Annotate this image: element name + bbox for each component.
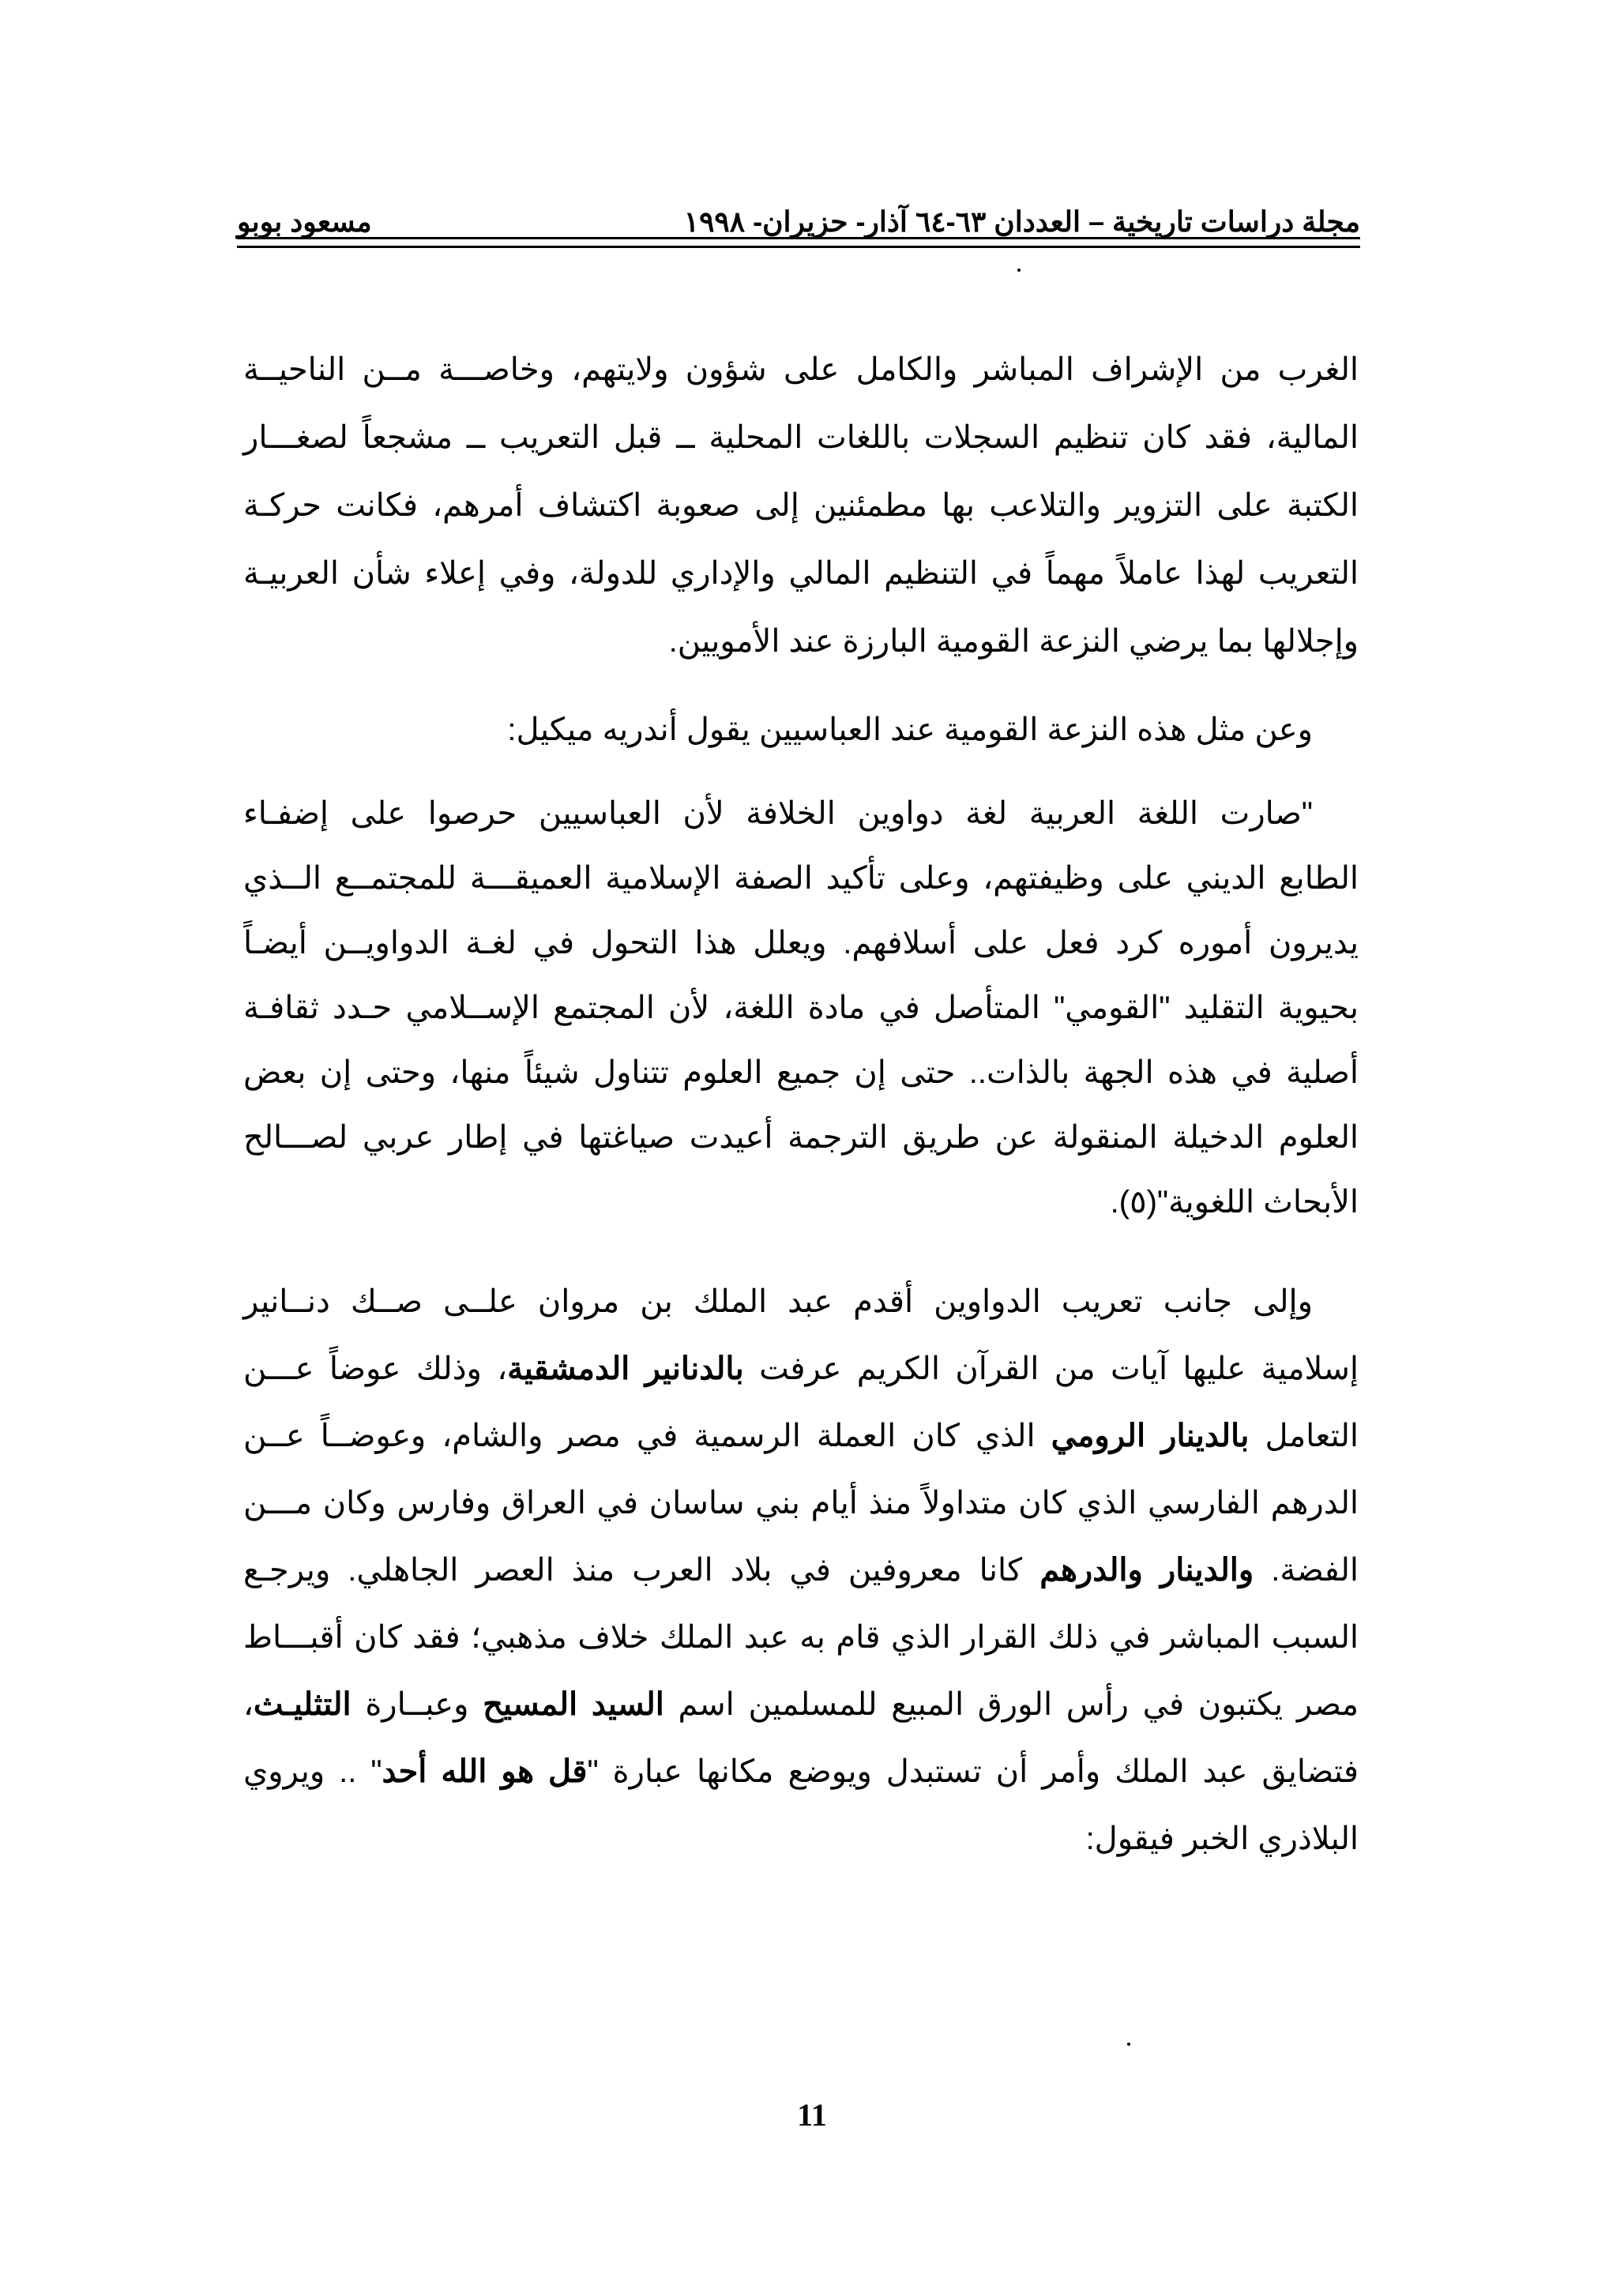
text-line [243,1689,1359,1720]
text-line [243,1286,1359,1318]
text-run: الفضة. [1254,1553,1359,1588]
text-line [243,1057,1359,1088]
text-line [243,1622,1359,1653]
text-line [243,927,1359,959]
text-line [243,558,1359,589]
bold-term: والدينار والدرهم [1039,1553,1254,1588]
text-run: كانا معروفين في بلاد العرب منذ العصر الجاهلي. ويرجـع [243,1553,1040,1588]
text-line [243,422,1359,453]
text-run: وعبــارة [351,1687,483,1722]
header-rule [237,237,1360,248]
text-run: السبب المباشر في ذلك القرار الذي قام به عبد الملك خلاف مذهبي؛ فقد كان أقبـــاط [243,1620,1359,1655]
text-line [243,1487,1359,1519]
scan-speck [1017,269,1021,272]
text-line [243,992,1359,1024]
text-run: وإجلالها بما يرضي النزعة القومية البارزة عند الأمويين. [668,624,1359,659]
text-run: ، [243,1687,254,1722]
text-line [243,1823,1359,1855]
journal-title: مجلة دراسات تاريخية – العددان ٦٣-٦٤ آذار- حزيران- ١٩٩٨ [683,205,1360,238]
text-run: العلوم الدخيلة المنقولة عن طريق الترجمة أعيدت صياغتها في إطار عربي لصـــالح [243,1120,1359,1155]
text-run: التعامل [1249,1419,1359,1453]
text-line [243,863,1359,894]
text-line [243,1186,1359,1218]
text-run: مصر يكتبون في رأس الورق المبيع للمسلمين اسم [664,1687,1359,1722]
text-run: الطابع الديني على وظيفتهم، وعلى تأكيد الصفة الإسلامية العميقـــة للمجتمــع الــذي [243,861,1359,896]
text-run: الذي كان العملة الرسمية في مصر والشام، وعوضــاً عــن [243,1419,1051,1453]
text-run: بحيوية التقليد "القومي" المتأصل في مادة اللغة، لأن المجتمع الإســلامي حـدد ثقافـة [243,991,1359,1025]
bold-term: بالدنانير الدمشقية [507,1351,744,1386]
text-run: فتضايق عبد الملك وأمر أن تستبدل ويوضع مكانها عبارة " [587,1754,1359,1789]
author-name: مسعود بوبو [237,205,372,238]
running-header [237,199,1360,239]
text-run: الغرب من الإشراف المباشر والكامل على شؤون ولايتهم، وخاصـــة مــن الناحيــة [243,352,1359,387]
text-line [243,714,1359,746]
text-run: "صارت اللغة العربية لغة دواوين الخلافة لأن العباسيين حرصوا على إضفـاء [243,796,1313,831]
text-line [243,490,1359,521]
text-line [243,1353,1359,1385]
text-run: الكتبة على التزوير والتلاعب بها مطمئنين إلى صعوبة اكتشاف أمرهم، فكانت حركـة [243,488,1359,523]
bold-term: التثليـث [253,1687,351,1722]
bold-term: قل هو الله أحد [382,1754,588,1789]
text-run: المالية، فقد كان تنظيم السجلات باللغات المحلية ــ قبل التعريب ــ مشجعاً لصغـــار [243,420,1359,455]
scan-speck [1127,2043,1130,2046]
text-run: البلاذري الخبر فيقول: [1085,1821,1359,1856]
page-number: 11 [797,2097,827,2133]
text-run: أصلية في هذه الجهة بالذات.. حتى إن جميع العلوم تتناول شيئاً منها، وحتى إن بعض [243,1055,1359,1090]
text-run: وعن مثل هذه النزعة القومية عند العباسيين يقول أندريه ميكيل: [507,712,1313,747]
bold-term: بالدينار الرومي [1051,1419,1250,1453]
text-line [243,354,1359,385]
text-run: يديرون أموره كرد فعل على أسلافهم. ويعلل هذا التحول في لغـة الدواويــن أيضـاً [243,926,1359,960]
text-run: وإلى جانب تعريب الدواوين أقدم عبد الملك بن مروان علــى صــك دنــانير [243,1284,1313,1319]
text-line [243,1122,1359,1153]
text-line [243,626,1359,657]
text-run: ، وذلك عوضاً عـــن [243,1351,508,1386]
text-run: التعريب لهذا عاملاً مهماً في التنظيم المالي والإداري للدولة، وفي إعلاء شأن العربيـة [243,556,1359,591]
text-line [243,1420,1359,1452]
text-run: " .. ويروي [243,1754,382,1789]
text-line [243,798,1359,829]
text-run: الأبحاث اللغوية"(٥). [1110,1185,1359,1220]
text-run: الدرهم الفارسي الذي كان متداولاً منذ أيام بني ساسان في العراق وفارس وكان مـــن [243,1486,1359,1521]
text-line [243,1756,1359,1787]
text-line [243,1554,1359,1586]
bold-term: السيد المسيح [483,1687,664,1722]
text-run: إسلامية عليها آيات من القرآن الكريم عرفت [743,1351,1359,1386]
